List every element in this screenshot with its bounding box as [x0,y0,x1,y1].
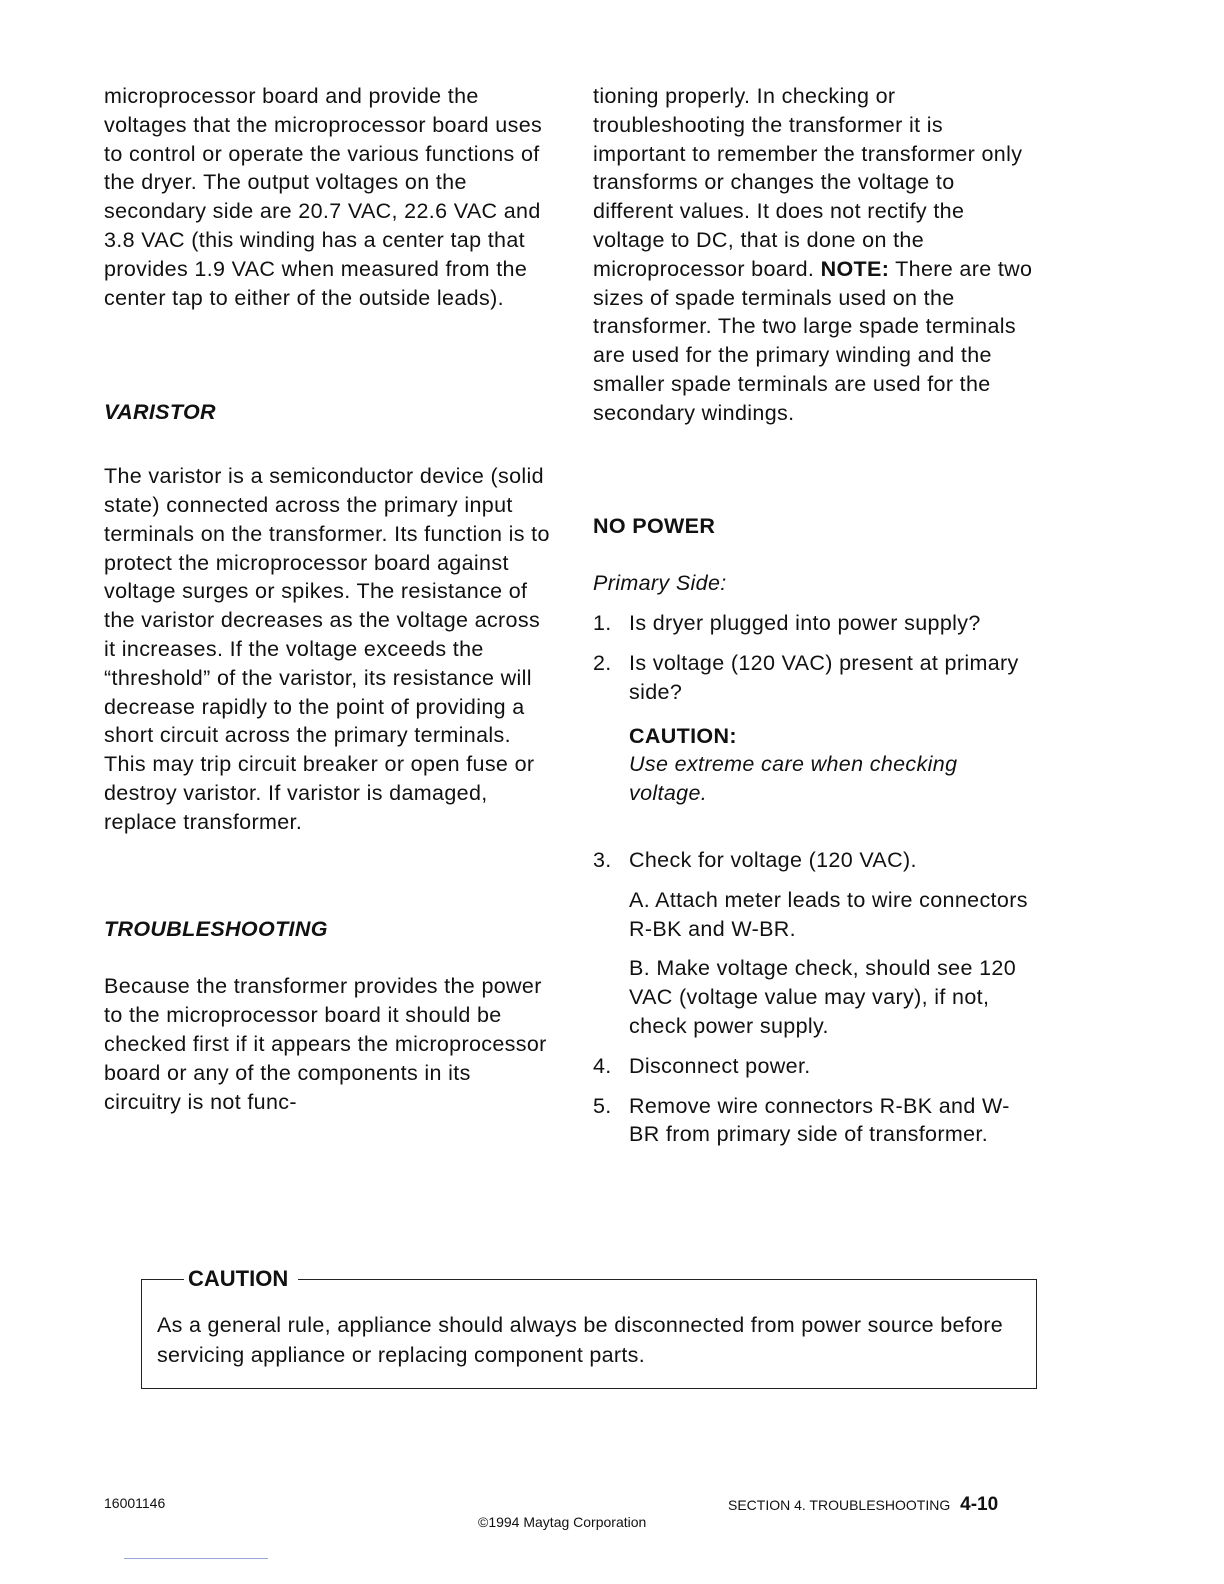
caution-box [141,1266,1037,1389]
list-item [593,1092,1033,1150]
list-item [593,649,1033,707]
caution-box-title: CAUTION [162,1264,298,1294]
left-column [104,82,554,1116]
list-item [593,1052,1033,1081]
copyright: ©1994 Maytag Corporation [478,1514,647,1530]
sub-step-text: Make voltage check, should see 120 VAC (voltage value may vary), if not, check power supply. [629,956,1017,1038]
sub-step-label: A. [629,887,651,912]
page-number: 4-10 [960,1494,999,1515]
caution-box-text: As a general rule, appliance should always be disconnected from power source before servicing appliance or replacing component parts. [157,1313,1003,1367]
intro-paragraph: microprocessor board and provide the voltages that the microprocessor board uses to control or operate the various functions of the dryer. The output voltages on the secondary side are 20.7 VAC, 22.6 VAC and 3.8 VAC (this winding has a center tap that provides 1.9 VAC when measured from the center tap to either of the outside leads). [104,84,543,310]
continued-text-1: tioning properly. In checking or troubleshooting the transformer it is important to remember the transformer only transforms or changes the voltage to different values. It does not rectify the voltage to DC, that is done on the microprocessor board. [593,84,1023,281]
note-label: NOTE: [820,256,890,281]
section-label: SECTION 4. TROUBLESHOOTING [728,1497,951,1513]
no-power-heading: NO POWER [593,513,716,538]
continued-text-2: There are two sizes of spade terminals used on the transformer. The two large spade terminals are used for the primary winding and the smaller spade terminals are used for the secondary windings. [593,256,1033,425]
step-number: 1. [593,611,612,636]
document-number: 16001146 [104,1495,166,1511]
inline-caution [629,722,1033,808]
step-number: 4. [593,1053,612,1078]
troubleshooting-paragraph: Because the transformer provides the power to the microprocessor board it should be checked first if it appears the microprocessor board or any of the components in its circuitry is not func- [104,974,547,1114]
step-text: Disconnect power. [629,1053,811,1078]
sub-step [629,886,1033,944]
primary-side-label: Primary Side: [593,571,727,596]
varistor-heading: VARISTOR [104,400,216,425]
list-item [593,609,1033,638]
continued-paragraph [593,82,1033,428]
sub-step [629,954,1033,1040]
sub-step-label: B. [629,956,651,981]
step-text: Check for voltage (120 VAC). [629,847,917,872]
scan-artifact-line [124,1558,268,1559]
step-number: 2. [593,650,612,675]
right-column [593,82,1033,1160]
step-number: 3. [593,847,612,872]
step-text: Is dryer plugged into power supply? [629,611,981,636]
steps-list [593,609,1033,1149]
sub-step-text: Attach meter leads to wire connectors R-BK and W-BR. [629,887,1028,941]
list-item [593,846,1033,875]
troubleshooting-heading: TROUBLESHOOTING [104,916,328,941]
step-text: Remove wire connectors R-BK and W-BR from primary side of transformer. [629,1093,1010,1147]
step-text: Is voltage (120 VAC) present at primary side? [629,650,1019,704]
varistor-paragraph: The varistor is a semiconductor device (solid state) connected across the primary input terminals on the transformer. Its function is to protect the microprocessor board against voltage surges or spikes. The resistance of the varistor decreases as the voltage across it increases. If the voltage exceeds the “threshold” of the varistor, its resistance will decrease rapidly to the point of providing a short circuit across the primary terminals. This may trip circuit breaker or open fuse or destroy varistor. If varistor is damaged, replace transformer. [104,464,550,834]
caution-text: Use extreme care when checking voltage. [629,752,958,806]
step-number: 5. [593,1093,612,1118]
section-footer [728,1494,998,1516]
caution-label: CAUTION: [629,723,737,748]
